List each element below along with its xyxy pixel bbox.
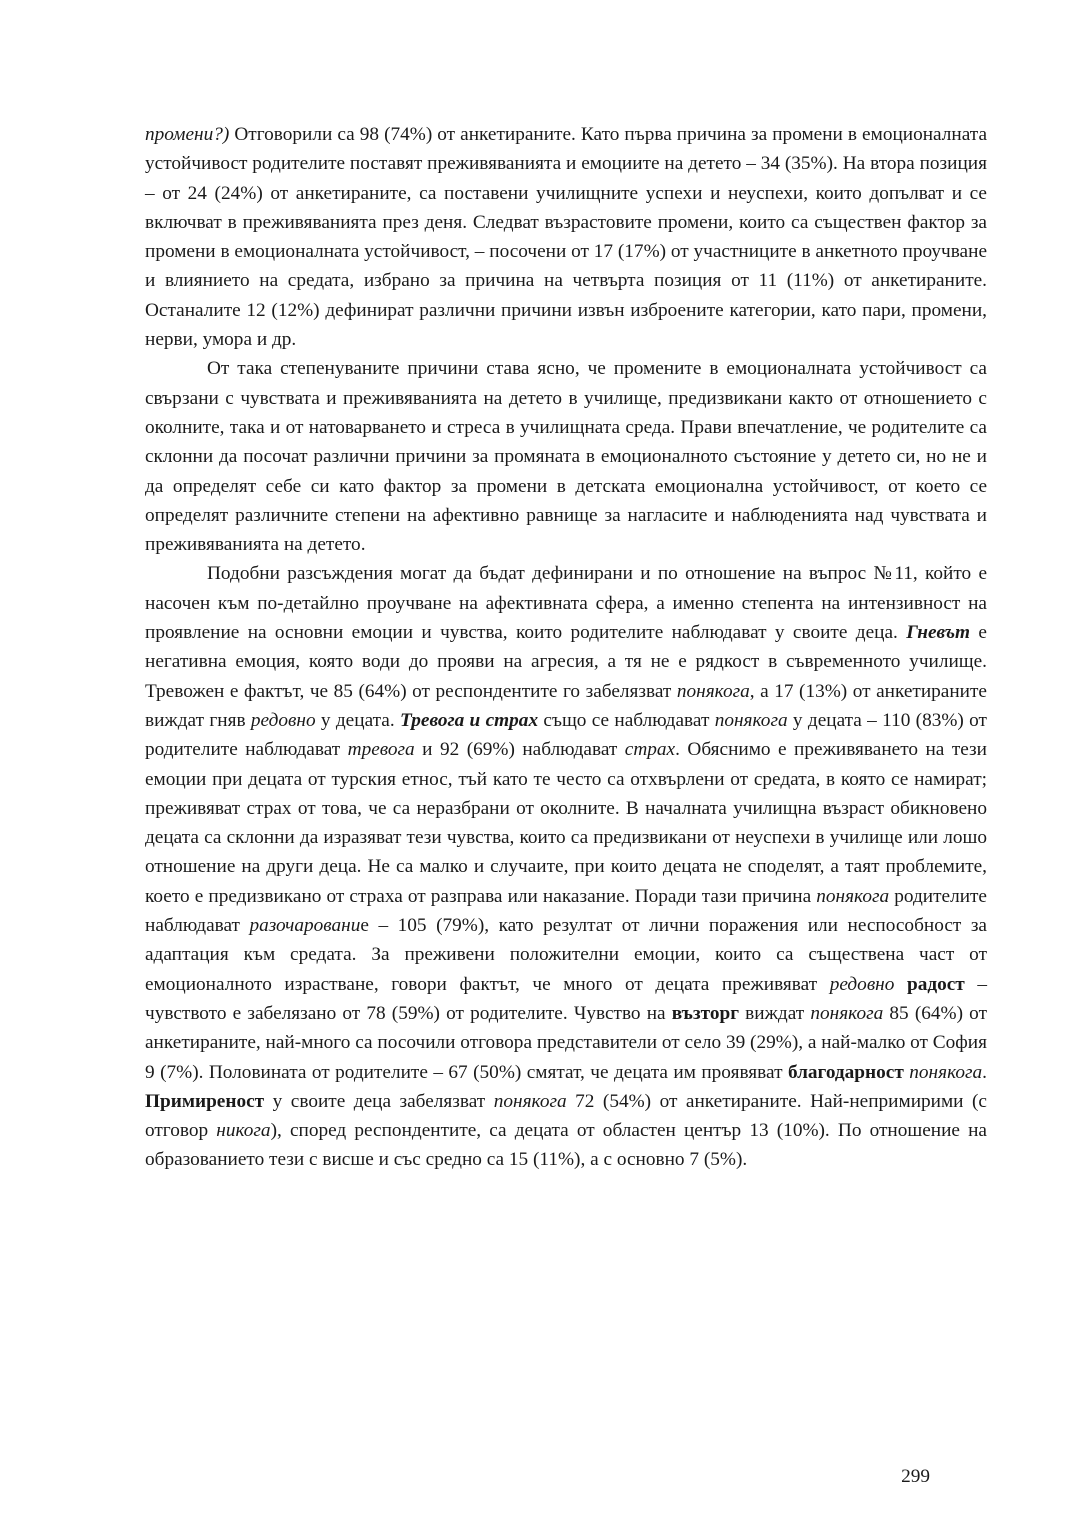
text-run: . xyxy=(982,1061,987,1083)
paragraph xyxy=(145,559,987,1174)
text-run: е – 105 (79%), като резултат от лични поражения или неспособност за адаптация към средата. За преживени положителни емоции, които са съществена част от емоционалното израстване, говори фактът, че много от децата преживяват xyxy=(145,915,987,995)
text-run: От така степенуваните причини става ясно, че промените в емоционалната устойчивост са свързани с чувствата и преживяванията на детето в училище, предизвикани както от отношението с околните, така и от натоварването и стреса в училищната среда. Прави впечатление, че родителите са склонни да посочат различни причини за промяната в емоционалното състояние у детето си, но не и да определят себе си като фактор за промени в детската емоционална устойчивост, от което се определят различните степени на афективно равнище за нагласите и наблюденията над чувствата и преживяванията на детето. xyxy=(145,358,987,556)
text-run: у децата – 110 (83%) от родителите наблюдават xyxy=(145,709,987,761)
body-text xyxy=(145,120,987,1175)
emphasis-text: никога xyxy=(216,1120,271,1142)
text-run: ), според респондентите, са децата от областен център 13 (10%). По отношение на образованието тези с висше и със средно са 15 (11%), а с основно 7 (5%). xyxy=(145,1120,987,1171)
text-run: 72 (54%) от анкетираните. Най-непримирими (с отговор xyxy=(145,1090,987,1142)
text-run: родителите наблюдават xyxy=(145,885,987,937)
emphasis-text: понякога xyxy=(714,709,788,731)
text-run: . Обяснимо е преживяването на тези емоции при децата от турския етнос, тъй като те често са отхвърлени от средата, в която се намират; преживяват страх от това, че са неразбрани от околните. В началната училищна възраст обикновено децата са склонни да изразяват тези чувства, които са предизвикани от неуспехи в училище или лошо отношение на други деца. Не са малко и случаите, при които децата не споделят, а таят проблемите, което е предизвикано от страха от разправа или наказание. Поради тази причина xyxy=(145,739,987,907)
emphasis-text: Тревога и страх xyxy=(399,709,539,731)
text-run: Подобни разсъждения могат да бъдат дефинирани и по отношение на въпрос №11, който е насочен към по-детайлно проучване на афективната сфера, а именно степента на интензивност на проявление на основни емоции и чувства, които родителите наблюдават у своите деца. xyxy=(145,563,987,644)
emphasis-text: редовно xyxy=(829,973,895,995)
emphasis-text: благодарност xyxy=(787,1061,904,1083)
emphasis-text: радост xyxy=(906,973,965,995)
emphasis-text: редовно xyxy=(250,709,316,731)
text-run: е негативна емоция, която води до прояви на агресия, а тя не е рядкост в съвременното училище. Тревожен е фактът, че 85 (64%) от респондентите го забелязват xyxy=(145,622,987,702)
text-run: Отговорили са 98 (74%) от анкетираните. Като първа причина за промени в емоционалната устойчивост родителите поставят преживяванията и емоциите на детето – 34 (35%). На втора позиция – от 24 (24%) от анкетираните, са поставени училищните успехи и неуспехи, които допълват и се включват в преживяванията през деня. Следват възрастовите промени, които са съществен фактор за промени в емоционалната устойчивост, – посочени от 17 (17%) от участниците в анкетното проучване и влиянието на средата, избрано за причина на четвърта позиция от 11 (11%) от анкетираните. Останалите 12 (12%) дефинират различни причини извън изброените категории, като пари, промени, нерви, умора и др. xyxy=(145,124,987,351)
text-run: 85 (64%) от анкетираните, най-много са посочили отговора представители от село 39 (29%), а най-малко от София 9 (7%). Половината от родителите – 67 (50%) смятат, че децата им проявяват xyxy=(145,1002,987,1083)
emphasis-text: Гневът xyxy=(906,622,971,644)
emphasis-text: понякога xyxy=(909,1061,983,1083)
text-run: у своите деца забелязват xyxy=(264,1090,494,1112)
text-run: у децата. xyxy=(315,709,400,731)
text-run: – чувството е забелязано от 78 (59%) от родителите. Чувство на xyxy=(145,973,987,1024)
paragraph xyxy=(145,120,987,354)
emphasis-text: страх xyxy=(624,739,676,761)
emphasis-text: тревога xyxy=(347,739,415,761)
text-run: и 92 (69%) наблюдават xyxy=(414,739,625,761)
page-number: 299 xyxy=(901,1466,930,1487)
text-run: също се наблюдават xyxy=(538,709,715,731)
text-run: виждат xyxy=(739,1002,811,1024)
emphasis-text: понякога xyxy=(810,1002,884,1024)
emphasis-text: понякога xyxy=(676,680,750,702)
emphasis-text: понякога xyxy=(493,1090,567,1112)
emphasis-text: Примиреност xyxy=(145,1090,265,1112)
paragraph xyxy=(145,354,987,559)
emphasis-text: възторг xyxy=(671,1002,740,1024)
text-run: , а 17 (13%) от анкетираните виждат гняв xyxy=(145,680,987,731)
emphasis-text: понякога xyxy=(816,885,890,907)
text-run xyxy=(894,974,907,995)
emphasis-text: промени?) xyxy=(145,124,230,145)
emphasis-text: разочаровани xyxy=(249,915,361,937)
